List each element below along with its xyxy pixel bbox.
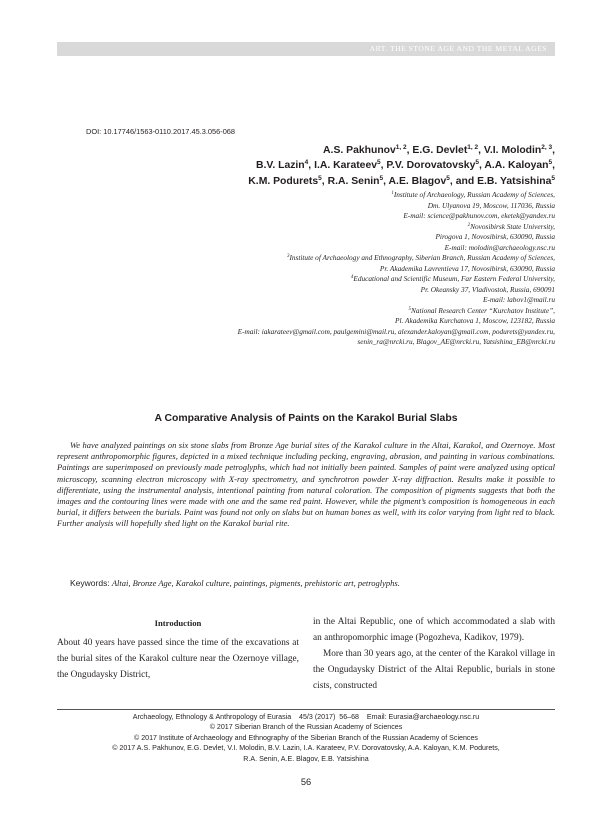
author-affiliation-mark: 5 xyxy=(318,174,322,182)
affiliation-line xyxy=(35,253,555,264)
author-name: A.A. Kaloyan xyxy=(484,160,549,172)
body-paragraph: About 40 years have passed since the time of the excavations at the burial sites of the Karakol culture near the Ozernoye village, the Ongudaysky District, xyxy=(57,638,299,680)
affiliation-mark: 5 xyxy=(408,306,412,312)
keywords-label: Keywords: xyxy=(70,578,110,588)
affiliation-line xyxy=(35,232,555,243)
affiliation-mark: 3 xyxy=(286,254,290,259)
affiliation-line xyxy=(35,243,555,254)
affiliation-email: E-mail: science@pakhunov.com, eketek@yandex.ru xyxy=(403,211,555,220)
affiliation-line xyxy=(35,222,555,233)
author-separator: , xyxy=(321,175,328,187)
page-number: 56 xyxy=(300,777,312,787)
footer-journal-line: Archaeology, Ethnology & Anthropology of Eurasia 45/3 (2017) 56–68 Email: Eurasia@archaeology.nsc.ru xyxy=(132,713,480,721)
author-separator: , xyxy=(406,145,413,156)
affiliation-line xyxy=(35,264,555,275)
section-heading: Introduction xyxy=(154,618,202,628)
author-separator: , and xyxy=(449,175,478,187)
affiliation-email: senin_ra@nrcki.ru, Blagov_AE@nrcki.ru, Yatsishina_EB@nrcki.ru xyxy=(357,337,555,346)
affiliation-line xyxy=(35,337,555,348)
author-affiliation-mark: 5 xyxy=(475,159,479,167)
affiliation-line xyxy=(35,327,555,338)
footer-copyright-line: © 2017 Institute of Archaeology and Ethnography of the Siberian Branch of the Russian Academy of Sciences xyxy=(134,733,478,742)
author-separator: , xyxy=(380,160,387,172)
affiliation-line xyxy=(35,316,555,327)
affiliation-line xyxy=(35,306,555,317)
author-name: A.S. Pakhunov xyxy=(323,145,396,156)
author-name: E.B. Yatsishina xyxy=(477,175,552,187)
affiliation-text: Pirogova 1, Novosibirsk, 630090, Russia xyxy=(435,232,555,241)
author-affiliation-mark: 4 xyxy=(304,159,309,167)
author-list xyxy=(75,143,555,189)
affiliation-email: E-mail: molodin@archaeology.nsc.ru xyxy=(444,242,555,252)
keywords xyxy=(57,578,555,589)
author-line-3 xyxy=(75,174,555,189)
author-affiliation-mark: 5 xyxy=(446,174,450,182)
affiliation-text: Novosibirsk State University, xyxy=(470,221,555,231)
affiliation-mark: 4 xyxy=(350,275,354,280)
affiliation-text: Institute of Archaeology and Ethnography, Siberian Branch, Russian Academy of Sciences, xyxy=(289,253,555,262)
affiliation-line xyxy=(35,295,555,306)
right-column xyxy=(313,615,555,695)
author-separator: , xyxy=(478,145,484,156)
author-affiliation-mark: 5 xyxy=(551,174,555,182)
doi: DOI: 10.17746/1563-0110.2017.45.3.056-068 xyxy=(86,127,236,136)
footer-divider xyxy=(57,709,555,710)
author-affiliation-mark: 5 xyxy=(548,159,553,167)
author-line-1 xyxy=(75,143,555,158)
running-head: ART. THE STONE AGE AND THE METAL AGES xyxy=(369,44,547,53)
affiliations xyxy=(35,190,555,348)
author-affiliation-mark: 1, 2 xyxy=(467,144,479,151)
affiliation-line xyxy=(35,211,555,222)
paper-title: A Comparative Analysis of Paints on the Karakol Burial Slabs xyxy=(154,413,458,424)
author-name: A.E. Blagov xyxy=(388,175,447,187)
affiliation-text: Educational and Scientific Museum, Far Eastern Federal University, xyxy=(353,274,555,283)
left-column xyxy=(57,615,299,684)
author-separator: , xyxy=(552,145,555,156)
affiliation-line xyxy=(35,190,555,201)
affiliation-mark: 2 xyxy=(467,222,471,228)
footer xyxy=(57,712,555,764)
author-affiliation-mark: 5 xyxy=(379,174,384,182)
affiliation-email: E-mail: labov1@mail.ru xyxy=(483,295,555,304)
author-affiliation-mark: 2, 3 xyxy=(541,144,553,151)
author-name: P.V. Dorovatovsky xyxy=(386,160,476,172)
author-name: V.I. Molodin xyxy=(483,145,542,156)
abstract: We have analyzed paintings on six stone slabs from Bronze Age burial sites of the Karakol culture in the Altai, Karakol, and Ozernoye. Most represent anthropomorphic figures, depicted in a mixed technique including pecking, engraving, abrasion, and painting in various combinations. Paintings are superimposed on previously made petroglyphs, which had not initially been painted. Samples of paint were analyzed using optical microscopy, scanning electron microscopy with X-ray spectrometry, and synchrotron powder X-ray diffraction. Results make it possible to differentiate, using the instrumental analysis, intentional painting from natural coloration. The composition of pigments suggests that both the images and the contouring lines were made with one and the same red paint. However, while the pigment’s composition is homogeneous in each burial, it differs between the burials. Paint was found not only on slabs but on human bones as well, with its color varying from light red to black. Further analysis will hopefully shed light on the Karakol burial rite. xyxy=(57,440,555,529)
affiliation-text: Pr. Okeansky 37, Vladivostok, Russia, 690091 xyxy=(420,284,555,294)
affiliation-text: National Research Center “Kurchatov Institute”, xyxy=(411,305,555,315)
affiliation-line xyxy=(35,201,555,212)
author-separator: , xyxy=(383,175,389,187)
author-name: B.V. Lazin xyxy=(255,160,305,172)
affiliation-text: Pr. Akademika Lavrentieva 17, Novosibirsk, 630090, Russia xyxy=(379,263,555,273)
body-paragraph: in the Altai Republic, one of which accommodated a slab with an anthropomorphic image (Pogozheva, Kadikov, 1979). xyxy=(313,617,555,643)
affiliation-text: Institute of Archaeology, Russian Academy of Sciences, xyxy=(393,190,555,199)
body-paragraph: More than 30 years ago, at the center of the Karakol village in the Ongudaysky District of the Altai Republic, burials in stone cists, constructed xyxy=(313,648,555,691)
keywords-text: Altai, Bronze Age, Karakol culture, paintings, pigments, prehistoric art, petroglyphs. xyxy=(111,578,400,588)
author-affiliation-mark: 1, 2 xyxy=(395,144,407,151)
affiliation-line xyxy=(35,274,555,285)
author-separator: , xyxy=(308,160,315,172)
footer-copyright-line: R.A. Senin, A.E. Blagov, E.B. Yatsishina xyxy=(243,754,369,763)
footer-copyright-line: © 2017 Siberian Branch of the Russian Academy of Sciences xyxy=(209,723,403,732)
author-name: E.G. Devlet xyxy=(412,145,468,156)
author-name: R.A. Senin xyxy=(327,175,380,187)
affiliation-text: Dm. Ulyanova 19, Moscow, 117036, Russia xyxy=(427,200,555,210)
author-line-2 xyxy=(75,158,555,173)
affiliation-email: E-mail: iakarateev@gmail.com, paulgemini@mail.ru, alexander.kaloyan@gmail.com, podurets@yandex.ru, xyxy=(237,326,555,336)
affiliation-line xyxy=(35,285,555,296)
author-separator: , xyxy=(552,160,555,172)
running-head-band xyxy=(57,42,555,56)
author-name: I.A. Karateev xyxy=(314,160,378,172)
author-separator: , xyxy=(479,160,485,172)
footer-copyright-line: © 2017 A.S. Pakhunov, E.G. Devlet, V.I. Molodin, B.V. Lazin, I.A. Karateev, P.V. Dorovatovsky, A.A. Kaloyan, K.M. Podurets, xyxy=(112,744,500,753)
author-name: K.M. Podurets xyxy=(248,175,319,187)
affiliation-mark: 1 xyxy=(391,191,394,196)
author-affiliation-mark: 5 xyxy=(377,159,381,167)
affiliation-text: Pl. Akademika Kurchatova 1, Moscow, 123182, Russia xyxy=(395,316,555,325)
